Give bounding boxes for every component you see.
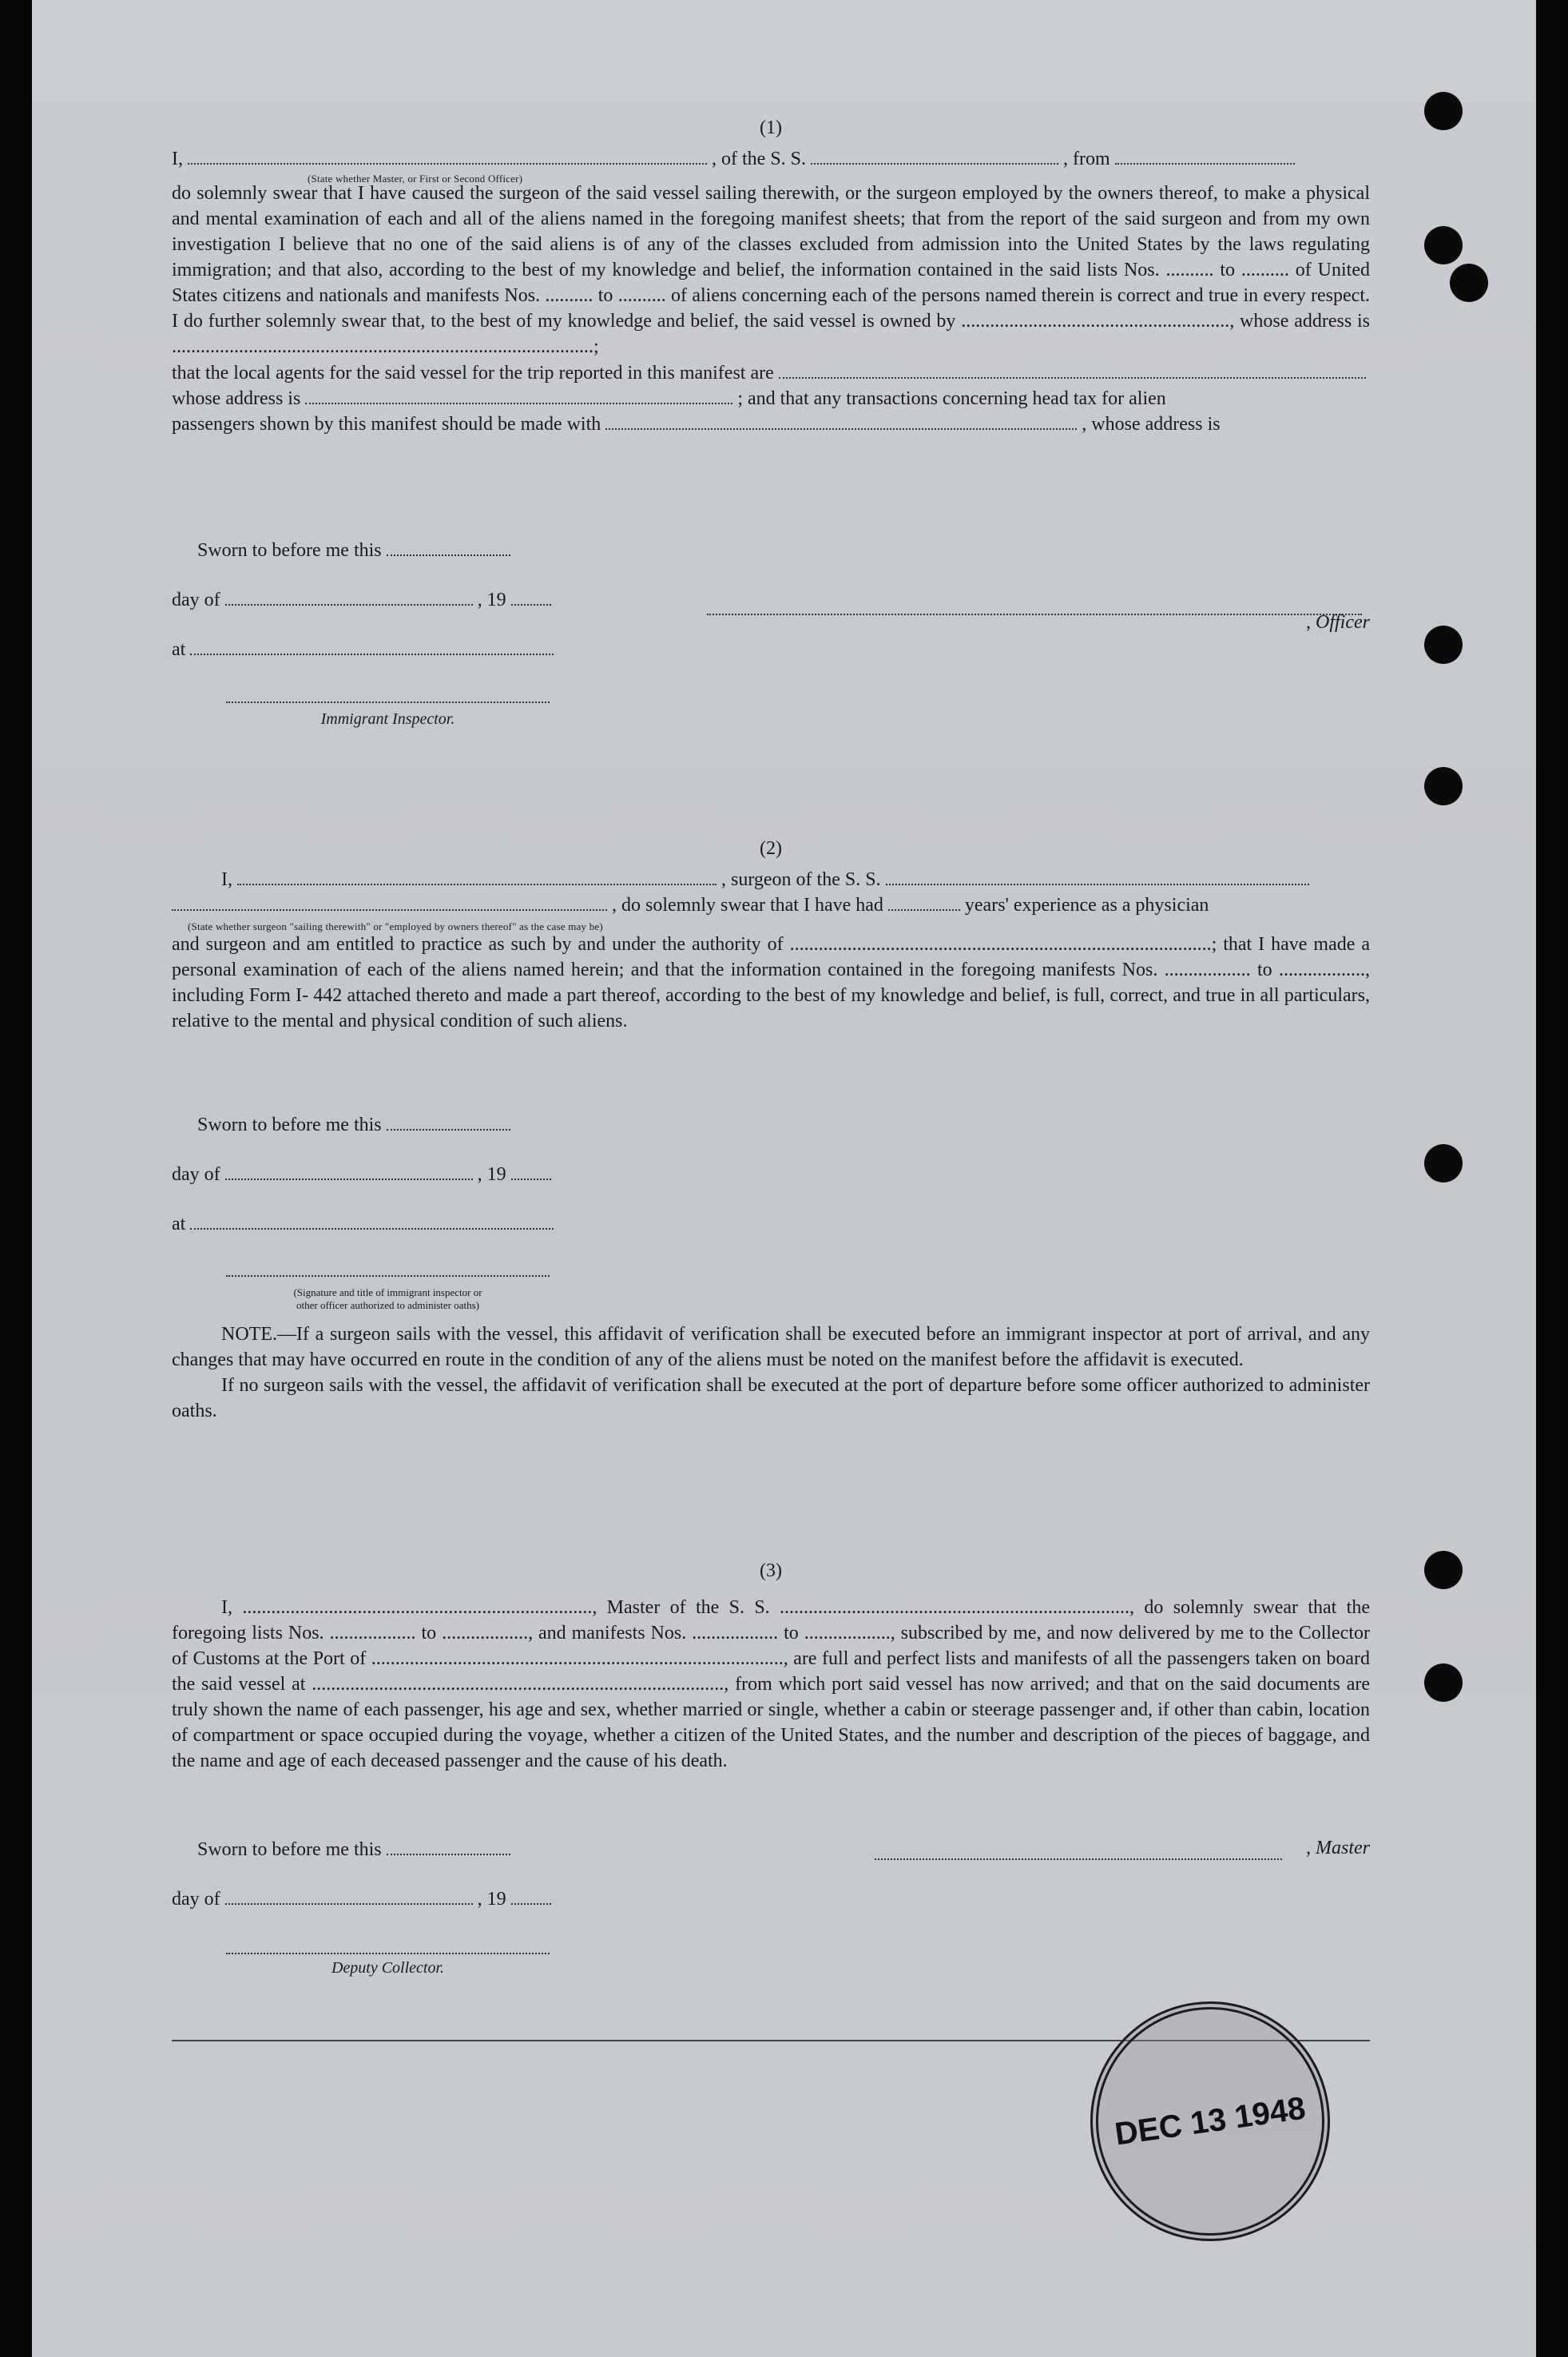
agents-address-field[interactable] (305, 385, 732, 404)
whose-address-text: , whose address is (1082, 414, 1221, 435)
at-text: at (172, 1214, 186, 1234)
signature-caption-line-2: other officer authorized to administer oaths) (296, 1299, 479, 1311)
signature-caption-line-1: (Signature and title of immigrant inspector or (293, 1286, 482, 1298)
year-field[interactable] (511, 1886, 551, 1905)
section3-oath-text: I, ........................................................................., Master of the S. S. ........................................................................., do solemnly swear that the foregoing lists Nos. .................. to .................., and manifests Nos. .................. to .................., subscribed by me, and now delivered by me to the Collector of Customs at the Port of ......................................................................................, are full and perfect lists and manifests of all the passengers taken on board the said vessel at ......................................................................................, from which port said vessel has now arrived; and that on the said documents are truly shown the name of each passenger, his age and sex, whether married or single, whether a cabin or steerage passenger and, if other than cabin, location of compartment or space occupied during the voyage, whether a citizen of the United States, and the number and description of the pieces of baggage, and the name and age of each deceased passenger and the cause of his death. (172, 1597, 1370, 1771)
text-surgeon-of-ss: , surgeon of the S. S. (721, 869, 881, 890)
address-text: whose address is (172, 388, 301, 409)
sworn-line (197, 537, 1370, 562)
day-line (172, 1161, 1370, 1186)
scan-border-left (0, 0, 32, 2357)
master-signature-line[interactable] (875, 1858, 1282, 1860)
master-label: , Master (1306, 1838, 1370, 1858)
head-tax-text: ; and that any transactions concerning head tax for alien (737, 388, 1166, 409)
surgeon-caption: (State whether surgeon "sailing therewith" or "employed by owners thereof" as the case may be) (188, 920, 603, 932)
text-of-ss: , of the S. S. (712, 149, 807, 169)
notes-block (172, 1322, 1370, 1424)
punch-hole (1424, 92, 1463, 130)
at-line (172, 1210, 1370, 1236)
signature-caption (226, 1286, 550, 1312)
sworn-text: Sworn to before me this (197, 1115, 382, 1135)
text-i: I, (221, 869, 232, 890)
sworn-line (197, 1111, 1370, 1137)
deputy-label: Deputy Collector. (331, 1959, 445, 1977)
affidavit-section-3 (172, 1558, 1370, 1774)
deputy-signature-line[interactable] (226, 1953, 550, 1954)
year-field[interactable] (511, 1161, 551, 1180)
sworn-text: Sworn to before me this (197, 540, 382, 561)
section-number: (2) (760, 838, 782, 859)
sworn-day-field[interactable] (387, 537, 510, 556)
place-field[interactable] (190, 636, 554, 655)
year-text: , 19 (477, 590, 506, 610)
year-field[interactable] (511, 586, 551, 606)
date-stamp (1075, 1986, 1346, 2257)
section2-first-line (172, 866, 1370, 892)
passengers-line (172, 411, 1370, 436)
year-text: , 19 (477, 1889, 506, 1910)
punch-hole (1424, 767, 1463, 805)
from-port-field[interactable] (1115, 145, 1295, 165)
affidavit-section-1 (172, 115, 1370, 436)
surgeon-status-field[interactable] (172, 892, 607, 911)
passengers-text: passengers shown by this manifest should be made with (172, 414, 601, 435)
note-surgeon-sails: NOTE.—If a surgeon sails with the vessel, this affidavit of verification shall be executed before an immigrant inspector at port of arrival, and any changes that may have occurred en route in the condition of any of the aliens must be noted on the manifest before the affidavit is executed. (172, 1324, 1370, 1370)
month-field[interactable] (225, 1886, 473, 1905)
day-line (172, 1886, 1370, 1911)
year-text: , 19 (477, 1164, 506, 1185)
punch-hole (1450, 264, 1488, 302)
at-line (172, 636, 1370, 662)
agents-text: that the local agents for the said vessel for the trip reported in this manifest are (172, 363, 774, 384)
agents-field[interactable] (779, 360, 1366, 379)
officer-name-field[interactable] (188, 145, 707, 165)
at-text: at (172, 639, 186, 660)
month-field[interactable] (225, 1161, 473, 1180)
sworn-text: Sworn to before me this (197, 1839, 382, 1860)
punch-hole (1424, 1144, 1463, 1182)
place-field[interactable] (190, 1210, 554, 1230)
officer-label: , Officer (1306, 612, 1370, 633)
inspector-label: Immigrant Inspector. (320, 710, 455, 728)
text-i: I, (172, 149, 183, 169)
day-of-text: day of (172, 1164, 220, 1185)
section2-sworn-block (172, 1111, 1370, 1236)
text-swear: , do solemnly swear that I have had (612, 895, 883, 916)
inspector-signature-line[interactable] (226, 702, 550, 703)
day-line (172, 586, 1370, 612)
section1-oath-text: do solemnly swear that I have caused the surgeon of the said vessel sailing therewith, or the surgeon employed by the owners thereof, to make a physical and mental examination of each and all of the aliens named in the foregoing manifest sheets; that from the report of the said surgeon and from my own investigation I believe that no one of the said aliens is of any of the classes excluded from admission into the United States by the laws regulating immigration; and that also, according to the best of my knowledge and belief, the information contained in the said lists Nos. .......... to .......... of United States citizens and nationals and manifests Nos. .......... to .......... of aliens concerning each of the persons named therein is correct and true in every respect. I do further solemnly swear that, to the best of my knowledge and belief, the said vessel is owned by ........................................................, whose address is ........................................................................................; (172, 183, 1370, 357)
section3-sworn-block (172, 1836, 1370, 1911)
inspector-signature-line[interactable] (226, 1275, 550, 1277)
punch-hole (1424, 1663, 1463, 1702)
section-number: (3) (760, 1560, 782, 1581)
section2-oath-text: and surgeon and am entitled to practice as such by and under the authority of ........................................................................................; that I have made a personal examination of each of the aliens named herein; and that the information contained in the foregoing manifests Nos. .................. to .................., including Form I- 442 attached thereto and made a part thereof, according to the best of my knowledge and belief, is full, correct, and true in all particulars, relative to the mental and physical condition of such aliens. (172, 934, 1370, 1031)
surgeon-name-field[interactable] (237, 866, 717, 885)
note-no-surgeon: If no surgeon sails with the vessel, the affidavit of verification shall be executed at the port of departure before some officer authorized to administer oaths. (172, 1375, 1370, 1421)
sworn-day-field[interactable] (387, 1111, 510, 1131)
officer-caption: (State whether Master, or First or Second Officer) (308, 173, 523, 185)
stamp-date: DEC 13 1948 (1112, 2090, 1308, 2152)
agents-line (172, 360, 1370, 385)
punch-hole (1424, 1551, 1463, 1589)
vessel-name-field[interactable] (886, 866, 1309, 885)
scan-border-right (1536, 0, 1568, 2357)
month-field[interactable] (225, 586, 473, 606)
head-tax-contact-field[interactable] (605, 411, 1077, 430)
section-number: (1) (760, 117, 782, 138)
years-field[interactable] (888, 892, 960, 911)
affidavit-section-2 (172, 836, 1370, 1034)
address-line (172, 385, 1370, 411)
punch-hole (1424, 226, 1463, 264)
text-from: , from (1063, 149, 1110, 169)
sworn-day-field[interactable] (387, 1836, 510, 1855)
text-years: years' experience as a physician (964, 895, 1209, 916)
day-of-text: day of (172, 590, 220, 610)
punch-hole (1424, 626, 1463, 664)
section1-sworn-block (172, 537, 1370, 662)
day-of-text: day of (172, 1889, 220, 1910)
vessel-name-field[interactable] (811, 145, 1058, 165)
